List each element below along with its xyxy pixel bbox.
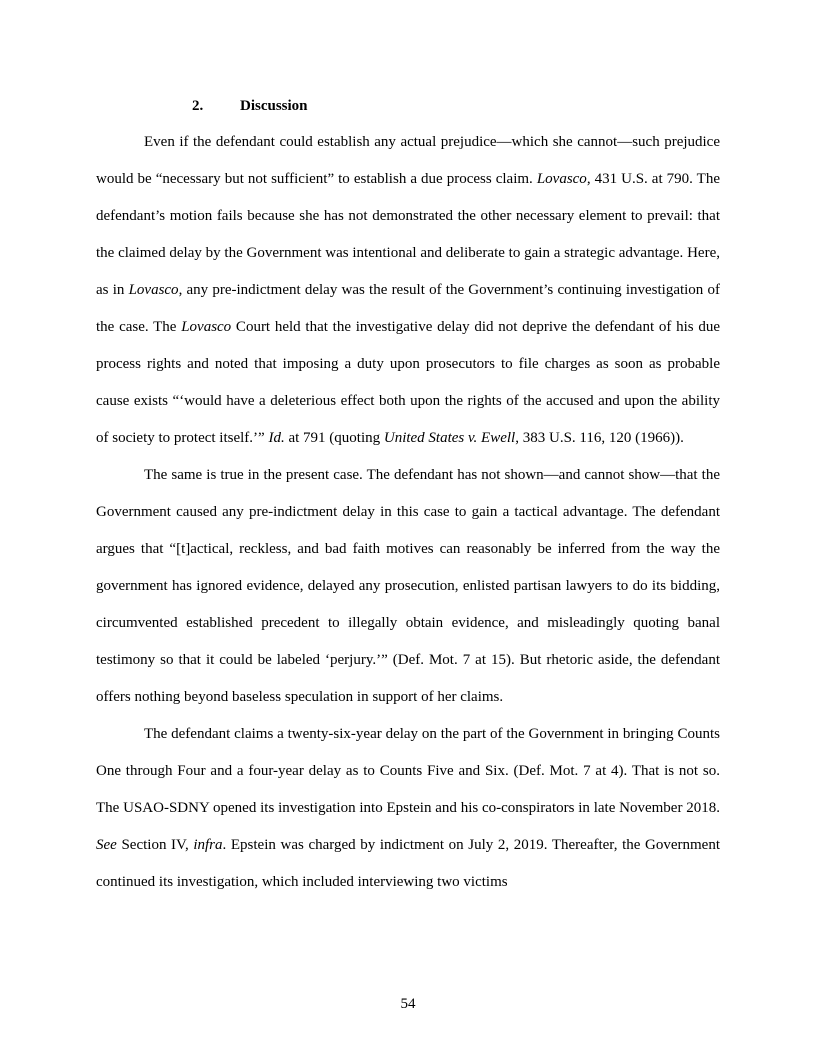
italic-text-run: Lovasco (128, 282, 179, 298)
text-run: Section IV, (116, 837, 194, 853)
text-run: at 791 (quoting (284, 430, 384, 446)
italic-text-run: United States v. Ewell (383, 430, 516, 446)
paragraph-3 (96, 716, 720, 901)
document-page (96, 88, 720, 988)
page-number: 54 (400, 996, 416, 1012)
text-run: , any pre-indictment delay was the result of the Government’s continuing investigation of the case. The (96, 282, 720, 335)
section-number: 2. (192, 98, 204, 114)
section-title: Discussion (240, 98, 308, 114)
italic-text-run: Lovasco (181, 319, 232, 335)
text-run: Court held that the investigative delay did not deprive the defendant of his due process rights and noted that imposing a duty upon prosecutors to file charges as soon as probable cause exists “‘would have a deleterious effect both upon the rights of the accused and upon the ability of society to protect itself.’” (96, 319, 721, 446)
text-run: , 383 U.S. 116, 120 (1966)). (515, 430, 684, 446)
text-run: The defendant claims a twenty-six-year delay on the part of the Government in bringing Counts One through Four and a four-year delay as to Counts Five and Six. (Def. Mot. 7 at 4). That is not so. The USAO-SDNY opened its investigation into Epstein and his co-conspirators in late November 2018. (96, 726, 720, 816)
italic-text-run: See (96, 837, 117, 853)
text-run: The same is true in the present case. The defendant has not shown—and cannot show—that the Government caused any pre-indictment delay in this case to gain a tactical advantage. The defendant argues that “[t]actical, reckless, and bad faith motives can reasonably be inferred from the way the government has ignored evidence, delayed any prosecution, enlisted partisan lawyers to do its bidding, circumvented established precedent to illegally obtain evidence, and misleadingly quoting banal testimony so that it could be labeled ‘perjury.’” (Def. Mot. 7 at 15). But rhetoric aside, the defendant offers nothing beyond baseless speculation in support of her claims. (96, 467, 720, 705)
italic-text-run: Id. (268, 430, 285, 446)
section-heading (96, 88, 720, 124)
text-run: , 431 U.S. at 790. The defendant’s motion fails because she has not demonstrated the other necessary element to prevail: that the claimed delay by the Government was intentional and deliberate to gain a strategic advantage. Here, as in (96, 171, 720, 298)
paragraph-1 (96, 124, 720, 457)
italic-text-run: infra (193, 837, 223, 853)
text-run: Even if the defendant could establish any actual prejudice—which she cannot—such prejudice would be “necessary but not sufficient” to establish a due process claim. (96, 134, 720, 187)
text-run: . Epstein was charged by indictment on July 2, 2019. Thereafter, the Government continued its investigation, which included interviewing two victims (96, 837, 720, 890)
italic-text-run: Lovasco (536, 171, 587, 187)
paragraph-2 (96, 457, 720, 716)
